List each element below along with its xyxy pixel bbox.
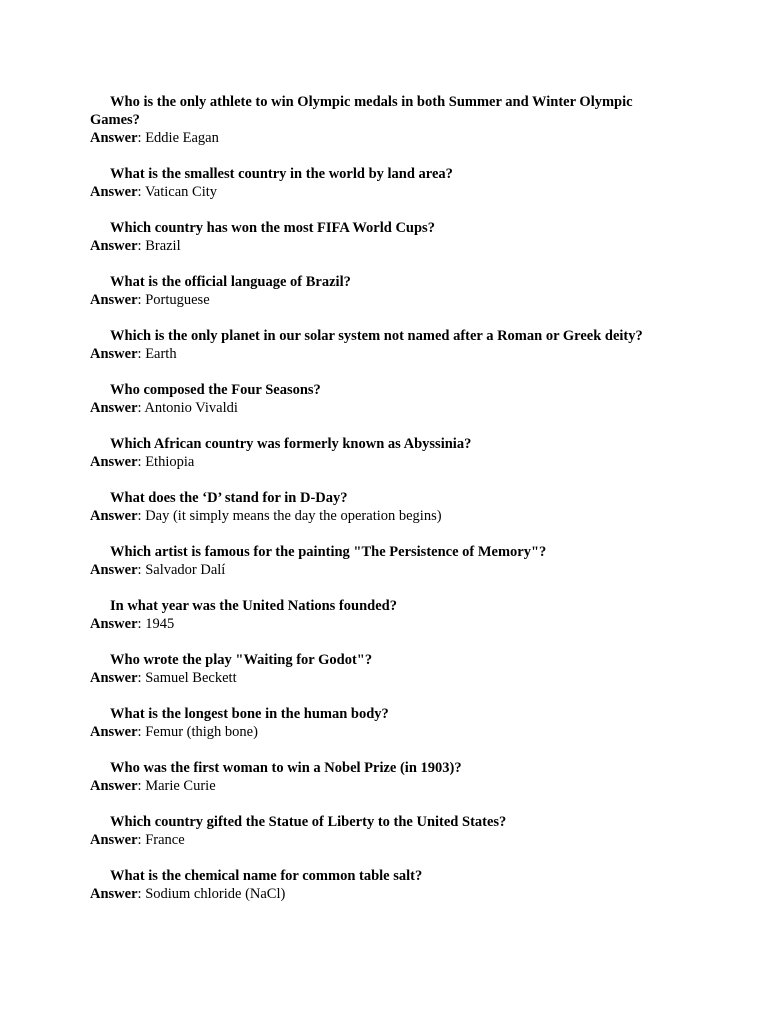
question-text: Who composed the Four Seasons?: [110, 382, 321, 398]
answer-text: Earth: [145, 346, 177, 362]
answer-text: Antonio Vivaldi: [144, 400, 238, 416]
question-text: Who is the only athlete to win Olympic medals in both Summer and Winter Olympic Games?: [90, 94, 633, 128]
answer-line: Answer: Eddie Eagan: [90, 130, 219, 146]
answer-line: Answer: France: [90, 832, 185, 848]
answer-line: Answer: 1945: [90, 616, 175, 632]
answer-line: Answer: Samuel Beckett: [90, 670, 237, 686]
answer-label: Answer: [90, 616, 138, 632]
question-text: Which country has won the most FIFA World Cups?: [110, 220, 435, 236]
question-text: Who was the first woman to win a Nobel Prize (in 1903)?: [110, 760, 462, 776]
qa-item: [90, 705, 678, 741]
answer-label: Answer: [90, 562, 138, 578]
qa-item: [90, 543, 678, 579]
qa-item: [90, 435, 678, 471]
qa-item: [90, 489, 678, 525]
qa-item: [90, 813, 678, 849]
answer-label: Answer: [90, 724, 138, 740]
qa-item: [90, 651, 678, 687]
qa-item: [90, 273, 678, 309]
question-text: What is the chemical name for common table salt?: [110, 868, 423, 884]
qa-list: [90, 93, 678, 903]
answer-line: Answer: Portuguese: [90, 292, 210, 308]
answer-label: Answer: [90, 184, 138, 200]
answer-text: Salvador Dalí: [145, 562, 226, 578]
answer-line: Answer: Marie Curie: [90, 778, 216, 794]
answer-text: Brazil: [145, 238, 181, 254]
qa-item: [90, 327, 678, 363]
answer-line: Answer: Brazil: [90, 238, 181, 254]
answer-text: Sodium chloride (NaCl): [145, 886, 286, 902]
qa-item: [90, 597, 678, 633]
qa-item: [90, 219, 678, 255]
answer-label: Answer: [90, 670, 138, 686]
answer-line: Answer: Earth: [90, 346, 177, 362]
answer-label: Answer: [90, 292, 138, 308]
qa-item: [90, 381, 678, 417]
answer-text: Femur (thigh bone): [145, 724, 258, 740]
question-text: Which African country was formerly known as Abyssinia?: [110, 436, 472, 452]
answer-text: France: [145, 832, 185, 848]
answer-text: Portuguese: [145, 292, 210, 308]
answer-text: Vatican City: [144, 184, 218, 200]
question-text: Who wrote the play "Waiting for Godot"?: [110, 652, 373, 668]
answer-text: Samuel Beckett: [145, 670, 237, 686]
answer-text: Marie Curie: [145, 778, 216, 794]
answer-text: Ethiopia: [145, 454, 195, 470]
answer-line: Answer: Salvador Dalí: [90, 562, 226, 578]
answer-label: Answer: [90, 130, 138, 146]
answer-text: 1945: [145, 616, 175, 632]
answer-label: Answer: [90, 508, 138, 524]
answer-text: Day (it simply means the day the operation begins): [145, 508, 442, 524]
answer-label: Answer: [90, 778, 138, 794]
qa-item: [90, 165, 678, 201]
answer-label: Answer: [90, 400, 138, 416]
question-text: What is the official language of Brazil?: [110, 274, 351, 290]
question-text: Which country gifted the Statue of Liberty to the United States?: [110, 814, 507, 830]
answer-line: Answer: Day (it simply means the day the operation begins): [90, 508, 442, 524]
answer-label: Answer: [90, 832, 138, 848]
qa-item: [90, 93, 678, 147]
question-text: Which is the only planet in our solar system not named after a Roman or Greek deity?: [110, 328, 643, 344]
question-text: Which artist is famous for the painting "The Persistence of Memory"?: [110, 544, 547, 560]
answer-label: Answer: [90, 346, 138, 362]
question-text: What is the smallest country in the world by land area?: [110, 166, 453, 182]
qa-item: [90, 759, 678, 795]
answer-text: Eddie Eagan: [145, 130, 219, 146]
answer-label: Answer: [90, 886, 138, 902]
answer-line: Answer: Antonio Vivaldi: [90, 400, 238, 416]
answer-label: Answer: [90, 238, 138, 254]
answer-line: Answer: Sodium chloride (NaCl): [90, 886, 286, 902]
question-text: What does the ‘D’ stand for in D-Day?: [110, 490, 348, 506]
qa-item: [90, 867, 678, 903]
question-text: What is the longest bone in the human body?: [110, 706, 389, 722]
answer-line: Answer: Femur (thigh bone): [90, 724, 258, 740]
answer-line: Answer: Vatican City: [90, 184, 218, 200]
question-text: In what year was the United Nations founded?: [110, 598, 397, 614]
answer-line: Answer: Ethiopia: [90, 454, 195, 470]
answer-label: Answer: [90, 454, 138, 470]
